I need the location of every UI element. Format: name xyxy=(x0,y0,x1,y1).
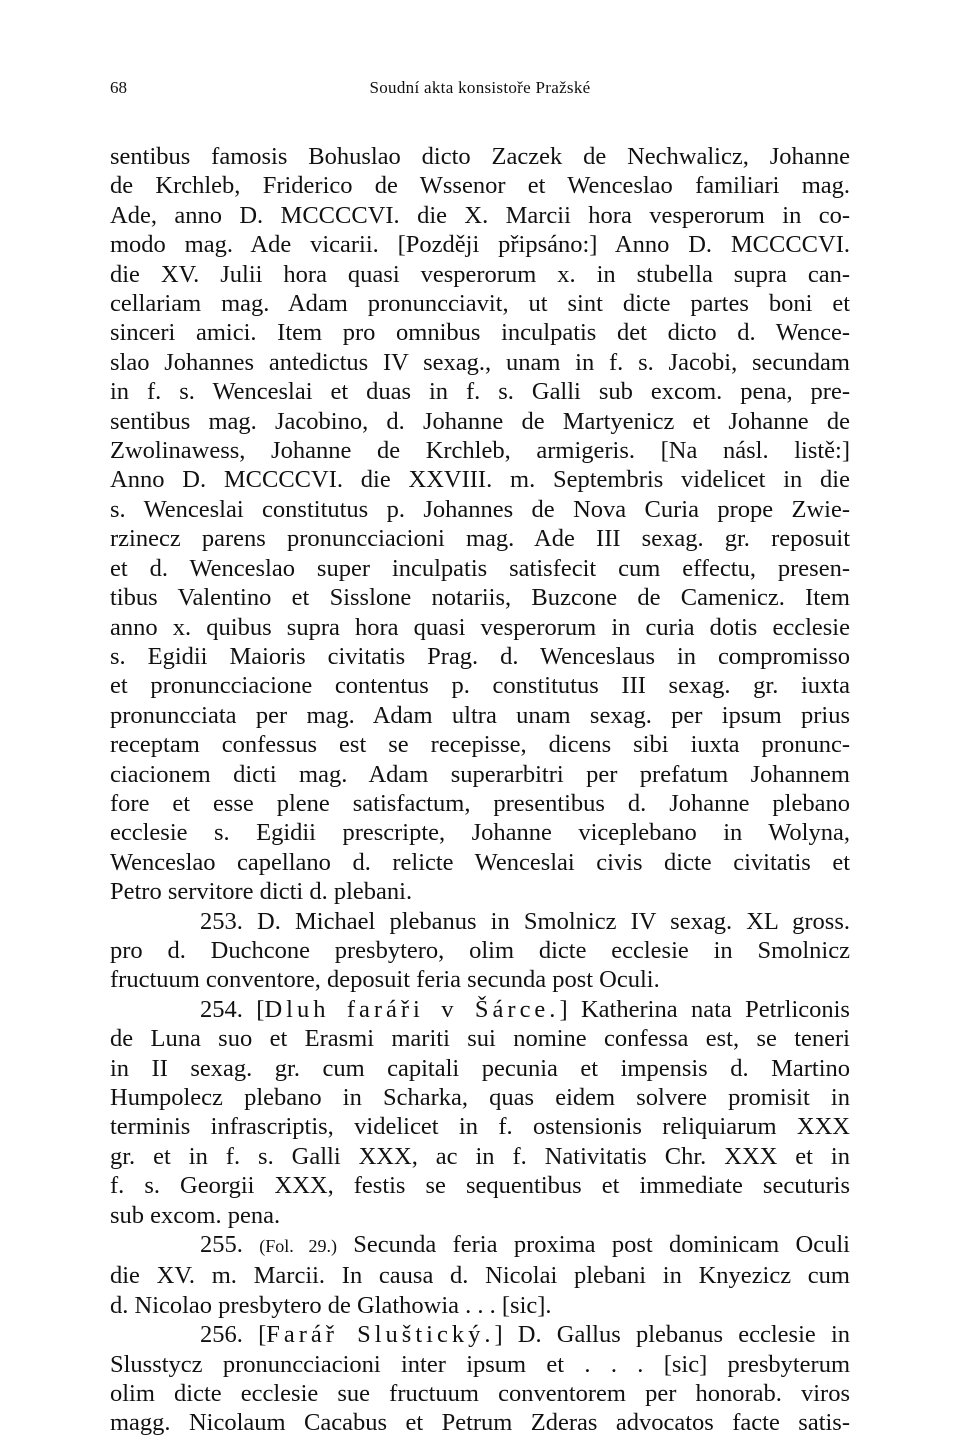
text-line: sub excom. pena. xyxy=(110,1201,281,1229)
text-line: Zwolinawess, Johanne de Krchleb, armigeris. [Na násl. listě:] xyxy=(110,437,850,465)
text-line: modo mag. Ade vicarii. [Později připsáno:] Anno D. MCCCCVI. xyxy=(110,231,850,259)
text-line: sentibus mag. Jacobino, d. Johanne de Martyenicz et Johanne de xyxy=(110,407,850,435)
text-line: magg. Nicolaum Cacabus et Petrum Zderas advocatos facte satis- xyxy=(110,1409,850,1437)
page-header xyxy=(110,78,850,108)
text-line: d. Nicolao presbytero de Glathowia . . . [sic]. xyxy=(110,1291,552,1319)
entry-256-line xyxy=(110,1320,850,1349)
body-text xyxy=(110,142,850,1438)
text-line: Ade, anno D. MCCCCVI. die X. Marcii hora vesperorum in co- xyxy=(110,201,850,229)
text-line: gr. et in f. s. Galli XXX, ac in f. Nativitatis Chr. XXX et in xyxy=(110,1142,850,1170)
entry-253-line: 253. D. Michael plebanus in Smolnicz IV sexag. XL gross. xyxy=(200,907,850,935)
text-line: tibus Valentino et Sisslone notariis, Buzcone de Camenicz. Item xyxy=(110,584,850,612)
text-line: in f. s. Wenceslai et duas in f. s. Galli sub excom. pena, pre- xyxy=(110,378,850,406)
text-line: Wenceslao capellano d. relicte Wenceslai civis dicte civitatis et xyxy=(110,848,850,876)
entry-255-line xyxy=(110,1230,850,1261)
document-page xyxy=(110,78,850,1438)
text-line: Petro servitore dicti d. plebani. xyxy=(110,878,413,906)
text-line: s. Wenceslai constitutus p. Johannes de Nova Curia prope Zwie- xyxy=(110,495,850,523)
folio-reference: (Fol. 29.) xyxy=(259,1236,337,1257)
text-line: ciacionem dicti mag. Adam superarbitri per prefatum Johannem xyxy=(110,760,850,788)
marginal-heading: Dluh faráři v Šárce. xyxy=(264,995,560,1023)
text-line: fore et esse plene satisfactum, presentibus d. Johanne plebano xyxy=(110,789,850,817)
text-line: Anno D. MCCCCVI. die XXVIII. m. Septembris videlicet in die xyxy=(110,466,850,494)
text-line: in II sexag. gr. cum capitali pecunia et impensis d. Martino xyxy=(110,1054,850,1082)
text-line: de Krchleb, Friderico de Wssenor et Wenceslao familiari mag. xyxy=(110,172,850,200)
text-line: anno x. quibus supra hora quasi vesperorum in curia dotis ecclesie xyxy=(110,613,850,641)
entry-text: Secunda feria proxima post dominicam Oculi xyxy=(336,1231,850,1259)
text-line: fructuum conventore, deposuit feria secunda post Oculi. xyxy=(110,966,660,994)
text-line: de Luna suo et Erasmi mariti sui nomine confessa est, se teneri xyxy=(110,1025,850,1053)
entry-number: 256. [ xyxy=(200,1321,267,1349)
text-line: slao Johannes antedictus IV sexag., unam in f. s. Jacobi, secundam xyxy=(110,348,850,376)
text-line: s. Egidii Maioris civitatis Prag. d. Wenceslaus in compromisso xyxy=(110,642,850,670)
marginal-heading: Farář Sluštický. xyxy=(266,1321,495,1349)
text-line: rzinecz parens pronuncciacioni mag. Ade III sexag. gr. reposuit xyxy=(110,525,850,553)
text-line: cellariam mag. Adam pronuncciavit, ut sint dicte partes boni et xyxy=(110,290,850,318)
entry-254-line xyxy=(110,995,850,1024)
text-line: sentibus famosis Bohuslao dicto Zaczek de Nechwalicz, Johanne xyxy=(110,143,850,170)
text-line: die XV. Julii hora quasi vesperorum x. in stubella supra can- xyxy=(110,260,850,288)
text-line: et pronuncciacione contentus p. constitutus III sexag. gr. iuxta xyxy=(110,672,850,700)
running-title: Soudní akta konsistoře Pražské xyxy=(369,78,591,97)
text-line: f. s. Georgii XXX, festis se sequentibus et immediate secuturis xyxy=(110,1172,850,1200)
page-number: 68 xyxy=(110,78,127,97)
text-line: ecclesie s. Egidii prescripte, Johanne viceplebano in Wolyna, xyxy=(110,819,850,847)
text-line: receptam confessus est se recepisse, dicens sibi iuxta pronunc- xyxy=(110,731,850,759)
entry-number: 255. xyxy=(200,1231,260,1259)
text-line: Slusstycz pronuncciacioni inter ipsum et . . . [sic] presbyterum xyxy=(110,1350,850,1378)
entry-text: ] Katherina nata Petrliconis xyxy=(559,995,850,1023)
text-line: Humpolecz plebano in Scharka, quas eidem solvere promisit in xyxy=(110,1084,850,1111)
text-line: olim dicte ecclesie sue fructuum conventorem per honorab. viros xyxy=(110,1380,850,1408)
entry-number: 254. [ xyxy=(200,995,265,1023)
text-line: die XV. m. Marcii. In causa d. Nicolai plebani in Knyezicz cum xyxy=(110,1262,850,1290)
text-line: sinceri amici. Item pro omnibus inculpatis det dicto d. Wence- xyxy=(110,319,850,347)
text-line: pro d. Duchcone presbytero, olim dicte ecclesie in Smolnicz xyxy=(110,936,850,964)
text-line: et d. Wenceslao super inculpatis satisfecit cum effectu, presen- xyxy=(110,554,850,582)
entry-text: ] D. Gallus plebanus ecclesie in xyxy=(494,1321,850,1349)
text-line: pronuncciata per mag. Adam ultra unam sexag. per ipsum prius xyxy=(110,701,850,729)
text-line: terminis infrascriptis, videlicet in f. ostensionis reliquiarum XXX xyxy=(110,1113,850,1141)
